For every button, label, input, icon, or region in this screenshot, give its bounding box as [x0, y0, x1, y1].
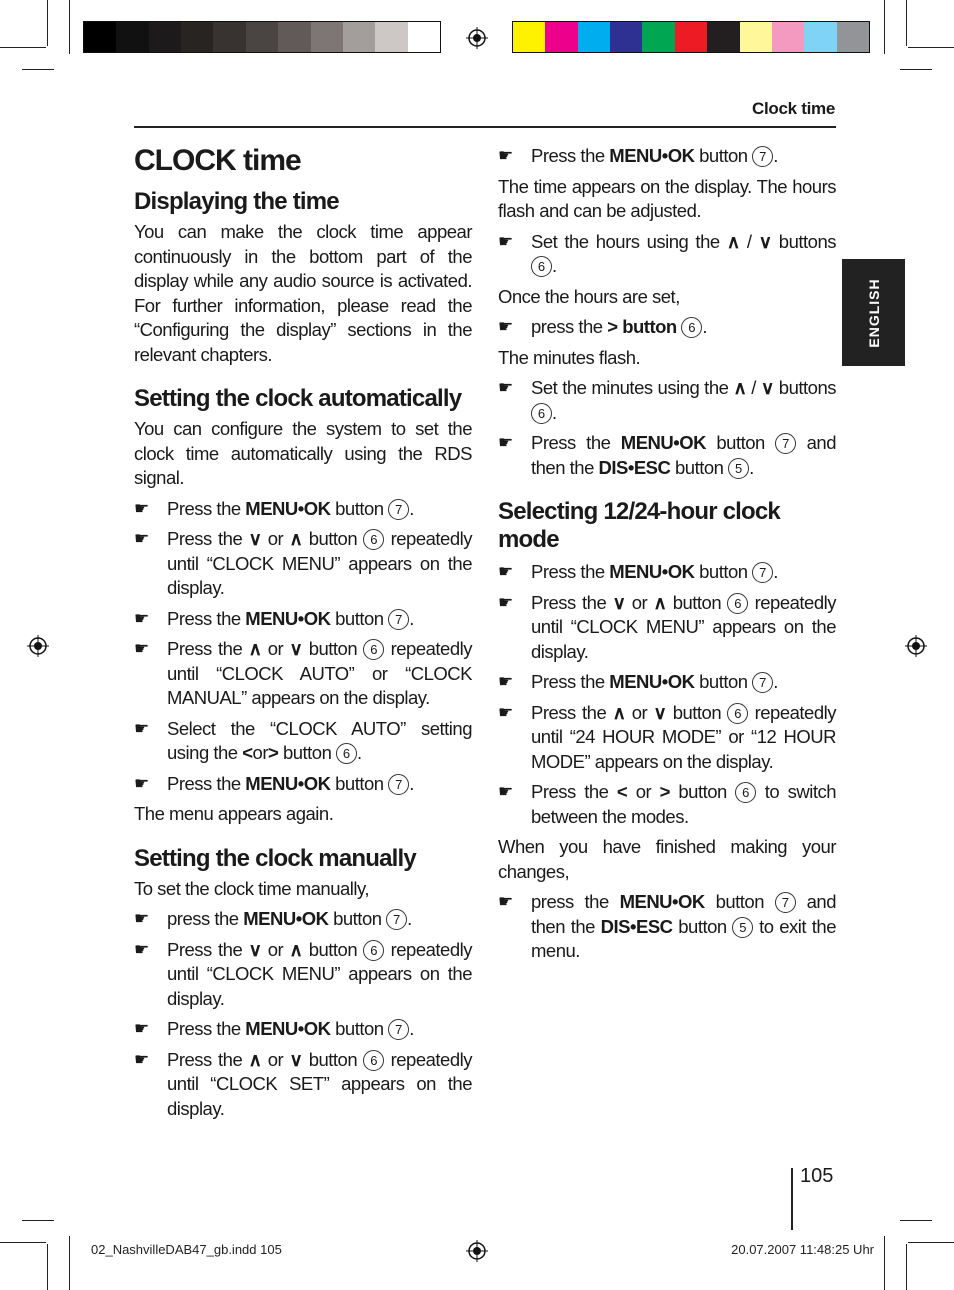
bold-text: MENU•OK	[245, 497, 331, 519]
left-arrow-icon: <	[242, 742, 253, 763]
text-span: button	[330, 1018, 384, 1039]
bold-text: MENU•OK	[619, 891, 705, 912]
button-number-badge: 6	[363, 1050, 384, 1071]
up-arrow-icon: ∧	[726, 230, 740, 252]
button-number-badge: 6	[363, 940, 384, 961]
text-span: Set the minutes using the	[531, 377, 734, 398]
text-span: button	[672, 915, 727, 937]
down-arrow-icon: ∨	[760, 377, 774, 398]
button-number-badge: 7	[388, 774, 409, 795]
list-item	[134, 772, 472, 797]
crop-mark	[900, 1220, 932, 1221]
bold-text: MENU•OK	[245, 607, 331, 629]
list-item	[134, 938, 472, 1012]
down-arrow-icon: ∨	[758, 230, 772, 252]
pointing-hand-icon: ☛	[498, 433, 513, 452]
list-item	[498, 890, 836, 964]
pointing-hand-icon: ☛	[498, 317, 513, 336]
right-arrow-icon: >	[659, 781, 670, 802]
section-heading: Setting the clock automatically	[134, 385, 462, 412]
gray-swatch	[278, 22, 310, 52]
text-span: .	[702, 316, 708, 337]
registration-mark-icon	[905, 635, 927, 657]
bold-text: DIS•ESC	[598, 456, 671, 478]
text-span: buttons	[771, 230, 836, 252]
pointing-hand-icon: ☛	[498, 702, 513, 722]
button-number-badge: 7	[752, 562, 773, 583]
crop-mark	[69, 1236, 70, 1290]
registration-mark-icon	[27, 635, 49, 657]
list-item	[498, 591, 836, 665]
button-number-badge: 7	[388, 499, 409, 520]
text-span: Press the	[167, 528, 249, 549]
text-span: button	[302, 638, 358, 659]
crop-mark	[47, 0, 48, 46]
text-span: Press the	[167, 1018, 246, 1039]
registration-mark-icon	[466, 1240, 488, 1262]
text-span: .	[409, 607, 414, 629]
page-title: CLOCK time	[134, 144, 301, 177]
list-item	[498, 376, 836, 425]
language-tab	[842, 259, 905, 366]
text-span: Press the	[531, 701, 613, 723]
button-number-badge: 7	[775, 892, 796, 913]
button-number-badge: 6	[727, 593, 748, 614]
button-number-badge: 6	[735, 782, 756, 803]
pointing-hand-icon: ☛	[498, 562, 513, 581]
text-span: Press the	[531, 145, 610, 166]
bold-text: DIS•ESC	[600, 915, 673, 937]
down-arrow-icon: ∨	[289, 1048, 303, 1070]
bold-text: MENU•OK	[620, 432, 706, 453]
text-span: press the	[531, 316, 608, 337]
text-span: or	[261, 1048, 290, 1070]
text-span: press the	[167, 908, 244, 929]
pointing-hand-icon: ☛	[498, 378, 513, 397]
pointing-hand-icon: ☛	[498, 672, 513, 691]
gray-swatch	[375, 22, 407, 52]
color-bar	[512, 21, 870, 53]
button-number-badge: 5	[728, 458, 749, 479]
text-span: button	[302, 938, 358, 960]
text-span: .	[552, 255, 557, 276]
list-item	[498, 431, 836, 480]
text-span: Select the “CLOCK AUTO” setting using the	[167, 717, 472, 763]
crop-mark	[900, 69, 932, 70]
text-span: or	[625, 591, 654, 613]
button-number-badge: 6	[363, 639, 384, 660]
text-span: .	[773, 561, 778, 582]
text-span: .	[409, 497, 414, 519]
text-span: to exit the menu.	[531, 915, 836, 961]
text-span: button	[694, 671, 748, 692]
list-item	[498, 701, 836, 775]
text-span: or	[261, 528, 290, 549]
button-number-badge: 6	[531, 403, 552, 424]
text-span: Press the	[531, 561, 610, 582]
pointing-hand-icon: ☛	[134, 498, 149, 518]
list-item	[134, 1017, 472, 1042]
text-span: button	[669, 781, 727, 802]
button-number-badge: 7	[752, 146, 773, 167]
section-heading: Displaying the time	[134, 188, 339, 215]
list-item	[134, 637, 472, 711]
text-span: .	[773, 671, 778, 692]
button-number-badge: 7	[388, 1019, 409, 1040]
crop-mark	[908, 1242, 954, 1243]
crop-mark	[906, 0, 907, 46]
color-swatch	[740, 22, 772, 52]
text-span: buttons	[773, 377, 836, 398]
crop-mark	[22, 1220, 54, 1221]
crop-mark	[884, 1236, 885, 1290]
crop-mark	[908, 47, 954, 48]
text-span: Press the	[167, 638, 249, 659]
text-span: .	[409, 1018, 414, 1039]
paragraph: The time appears on the display. The hours flash and can be adjusted.	[498, 175, 836, 221]
list-item	[134, 527, 472, 601]
running-header: Clock time	[752, 99, 835, 118]
down-arrow-icon: ∨	[612, 591, 626, 613]
text-span: button	[330, 772, 384, 794]
gray-swatch	[246, 22, 278, 52]
text-span: .	[552, 401, 557, 423]
paragraph: When you have finished making your changes,	[498, 836, 836, 882]
text-span: press the	[531, 891, 620, 912]
paragraph: Once the hours are set,	[498, 285, 680, 307]
list-item	[498, 315, 836, 340]
button-number-badge: 6	[336, 743, 357, 764]
text-span: Press the	[167, 1048, 249, 1070]
gray-swatch	[84, 22, 116, 52]
text-span: Press the	[531, 591, 613, 613]
text-span: button	[666, 701, 722, 723]
color-swatch	[707, 22, 739, 52]
pointing-hand-icon: ☛	[498, 146, 513, 165]
header-rule	[134, 126, 836, 128]
text-span: repeatedly until “CLOCK MENU” appears on the display.	[167, 528, 472, 598]
bold-text: MENU•OK	[245, 772, 331, 794]
text-span: button	[330, 497, 384, 519]
right-column	[498, 144, 836, 970]
list-item	[134, 497, 472, 522]
text-span: .	[407, 908, 412, 929]
page-number-rule	[791, 1168, 793, 1230]
gray-swatch	[408, 22, 440, 52]
text-span: to switch between the modes.	[531, 781, 837, 827]
pointing-hand-icon: ☛	[134, 529, 149, 548]
gray-swatch	[149, 22, 181, 52]
button-number-badge: 7	[388, 609, 409, 630]
bold-text: MENU•OK	[609, 561, 695, 582]
text-span: Set the hours using the	[531, 230, 727, 252]
text-span: or	[625, 701, 654, 723]
button-number-badge: 7	[386, 909, 407, 930]
text-span: repeatedly until “CLOCK AUTO” or “CLOCK MANUAL” appears on the display.	[167, 638, 472, 708]
text-span: .	[357, 742, 362, 763]
list-item	[498, 230, 836, 279]
crop-mark	[47, 1244, 48, 1290]
text-span: or	[261, 638, 290, 659]
color-swatch	[675, 22, 707, 52]
crop-mark	[0, 47, 46, 48]
text-span: or	[627, 781, 660, 802]
text-span: or	[261, 938, 290, 960]
text-span: and then the	[531, 432, 836, 478]
paragraph: The menu appears again.	[134, 803, 334, 824]
button-number-badge: 6	[531, 256, 552, 277]
text-span: repeatedly until “CLOCK SET” appears on the display.	[167, 1048, 472, 1119]
paragraph: You can configure the system to set the clock time automatically using the RDS signal.	[134, 418, 472, 488]
list-item	[498, 670, 836, 695]
text-span: Press the	[167, 607, 246, 629]
footer-file-info: 02_NashvilleDAB47_gb.indd 105	[91, 1242, 282, 1257]
color-swatch	[642, 22, 674, 52]
down-arrow-icon: ∨	[248, 528, 262, 549]
list-item	[498, 780, 836, 829]
page-number: 105	[800, 1165, 834, 1187]
up-arrow-icon: ∧	[248, 1048, 262, 1070]
paragraph: The minutes flash.	[498, 346, 641, 368]
paragraph: To set the clock time manually,	[134, 877, 370, 899]
gray-swatch	[116, 22, 148, 52]
list-item	[498, 144, 836, 169]
text-span: button	[706, 432, 765, 453]
gray-swatch	[181, 22, 213, 52]
down-arrow-icon: ∨	[653, 701, 667, 723]
up-arrow-icon: ∧	[733, 377, 747, 398]
crop-mark	[0, 1242, 46, 1243]
list-item	[134, 1048, 472, 1122]
text-span: and then the	[531, 891, 836, 937]
text-span: Press the	[531, 432, 621, 453]
pointing-hand-icon: ☛	[134, 939, 149, 959]
up-arrow-icon: ∧	[653, 591, 667, 613]
button-number-badge: 6	[363, 529, 384, 550]
color-swatch	[545, 22, 577, 52]
button-number-badge: 7	[775, 433, 796, 454]
gray-swatch	[343, 22, 375, 52]
text-span: Press the	[167, 497, 246, 519]
list-item	[134, 907, 472, 932]
text-span: repeatedly until “CLOCK MENU” appears on the display.	[167, 938, 472, 1009]
left-column	[134, 144, 472, 1127]
color-swatch	[610, 22, 642, 52]
text-span: button	[670, 456, 724, 478]
crop-mark	[22, 69, 54, 70]
section-heading: Selecting 12/24-hour clock mode	[498, 498, 780, 553]
left-arrow-icon: <	[616, 781, 628, 802]
text-span: /	[746, 377, 761, 398]
text-span: Press the	[167, 938, 249, 960]
footer-timestamp: 20.07.2007 11:48:25 Uhr	[731, 1242, 874, 1257]
color-swatch	[772, 22, 804, 52]
text-span: /	[739, 230, 759, 252]
bold-text: button	[617, 316, 677, 337]
text-span: button	[328, 908, 382, 929]
crop-mark	[906, 1244, 907, 1290]
pointing-hand-icon: ☛	[498, 892, 513, 911]
pointing-hand-icon: ☛	[134, 718, 149, 738]
up-arrow-icon: ∧	[289, 528, 303, 549]
text-span: repeatedly until “CLOCK MENU” appears on the display.	[531, 591, 836, 662]
crop-mark	[884, 0, 885, 54]
text-span: button	[694, 145, 748, 166]
gray-swatch	[213, 22, 245, 52]
text-span: or	[252, 742, 268, 763]
text-span: button	[302, 1048, 358, 1070]
text-span: Press the	[167, 772, 246, 794]
section-heading: Setting the clock manually	[134, 844, 416, 872]
paragraph: You can make the clock time appear continuously in the bottom part of the display while any audio source is activated. For further information, please read the “Configuring the display” sections in the relevant chapters.	[134, 221, 472, 365]
pointing-hand-icon: ☛	[134, 1019, 149, 1038]
crop-mark	[69, 0, 70, 54]
up-arrow-icon: ∧	[289, 938, 303, 960]
down-arrow-icon: ∨	[248, 938, 262, 960]
up-arrow-icon: ∧	[612, 701, 626, 723]
bold-text: MENU•OK	[609, 671, 695, 692]
text-span: button	[330, 607, 384, 629]
text-span: button	[278, 742, 332, 763]
text-span: repeatedly until “24 HOUR MODE” or “12 HOUR MODE” appears on the display.	[531, 701, 836, 772]
text-span: .	[773, 145, 778, 166]
bold-text: MENU•OK	[609, 145, 695, 166]
color-swatch	[804, 22, 836, 52]
pointing-hand-icon: ☛	[134, 639, 149, 658]
text-span: .	[409, 772, 414, 794]
right-arrow-icon: >	[268, 742, 279, 763]
up-arrow-icon: ∧	[248, 638, 262, 659]
pointing-hand-icon: ☛	[134, 1049, 149, 1069]
grayscale-bar	[83, 21, 441, 53]
right-arrow-icon: >	[607, 316, 618, 337]
text-span: button	[666, 591, 722, 613]
gray-swatch	[311, 22, 343, 52]
button-number-badge: 6	[727, 703, 748, 724]
pointing-hand-icon: ☛	[498, 592, 513, 612]
text-span: button	[302, 528, 358, 549]
bold-text: MENU•OK	[245, 1018, 331, 1039]
bold-text: MENU•OK	[243, 908, 329, 929]
pointing-hand-icon: ☛	[134, 773, 149, 793]
text-span: button	[704, 891, 765, 912]
pointing-hand-icon: ☛	[134, 608, 149, 628]
language-tab-label: ENGLISH	[865, 277, 882, 348]
registration-mark-icon	[466, 27, 488, 49]
text-span: .	[749, 456, 754, 478]
text-span: Press the	[531, 781, 617, 802]
button-number-badge: 5	[732, 917, 753, 938]
button-number-badge: 7	[752, 672, 773, 693]
color-swatch	[578, 22, 610, 52]
down-arrow-icon: ∨	[289, 638, 303, 659]
pointing-hand-icon: ☛	[498, 782, 513, 801]
pointing-hand-icon: ☛	[134, 909, 149, 928]
list-item	[134, 717, 472, 766]
color-swatch	[513, 22, 545, 52]
list-item	[498, 560, 836, 585]
text-span: button	[694, 561, 748, 582]
text-span: Press the	[531, 671, 610, 692]
color-swatch	[837, 22, 869, 52]
button-number-badge: 6	[681, 317, 702, 338]
list-item	[134, 607, 472, 632]
pointing-hand-icon: ☛	[498, 231, 513, 251]
